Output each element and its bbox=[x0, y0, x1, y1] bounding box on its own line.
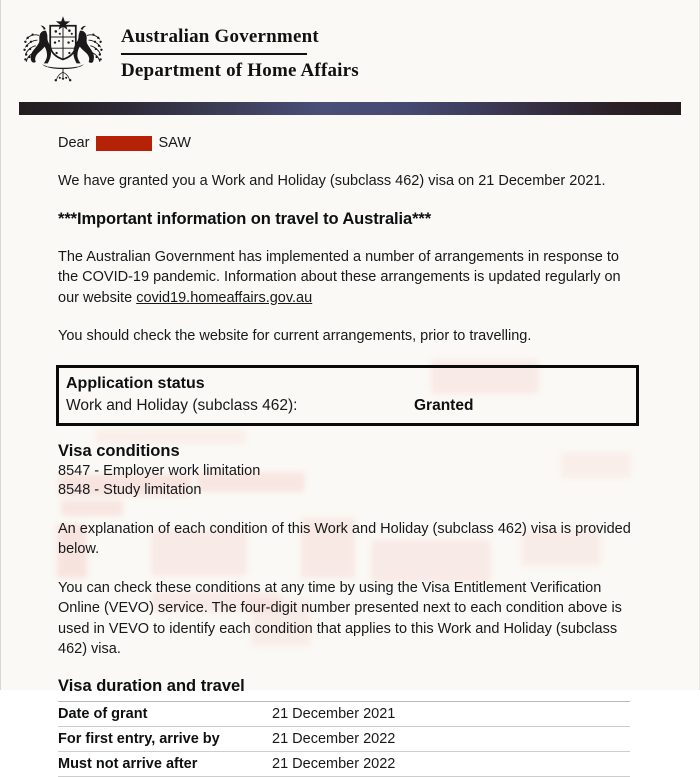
covid-paragraph-text: The Australian Government has implemented a number of arrangements in response to the COVID-19 pandemic. Information about these arrangements is updated regularly on our website bbox=[58, 248, 621, 306]
table-cell-value: 21 December 2022 bbox=[272, 752, 630, 777]
covid-website-link[interactable]: covid19.homeaffairs.gov.au bbox=[136, 289, 313, 306]
visa-conditions-heading: Visa conditions bbox=[58, 441, 180, 460]
table-row bbox=[58, 702, 630, 727]
application-status-visa-label: Work and Holiday (subclass 462): bbox=[66, 396, 298, 414]
salutation-surname: SAW bbox=[158, 135, 191, 151]
status-badge: Granted bbox=[414, 396, 474, 414]
document-masthead bbox=[1, 0, 699, 96]
check-website-sentence: You should check the website for current arrangements, prior to travelling. bbox=[58, 328, 532, 345]
table-row bbox=[58, 727, 630, 752]
lower-sections bbox=[1, 442, 699, 777]
australian-coat-of-arms-icon bbox=[15, 13, 111, 93]
government-wordmark bbox=[121, 24, 359, 82]
visa-duration-heading: Visa duration and travel bbox=[58, 677, 245, 695]
wordmark-line-government: Australian Government bbox=[121, 26, 319, 48]
salutation bbox=[1, 135, 699, 151]
application-status-box bbox=[56, 365, 639, 426]
application-status-title: Application status bbox=[66, 374, 205, 392]
vevo-paragraph: You can check these conditions at any time by using the Visa Entitlement Verification Online (VEVO) service. The four-digit number presented next to each condition above is used in VEVO to identify each condition that applies to this Work and Holiday (subclass 462) visa. bbox=[58, 579, 622, 658]
visa-duration-table bbox=[58, 701, 630, 777]
table-cell-value: 21 December 2022 bbox=[272, 727, 630, 752]
table-row bbox=[58, 752, 630, 777]
conditions-explanation: An explanation of each condition of this Work and Holiday (subclass 462) visa is provided below. bbox=[58, 520, 631, 558]
table-cell-value: 21 December 2021 bbox=[272, 702, 630, 727]
table-cell-label: For first entry, arrive by bbox=[58, 727, 272, 752]
travel-info-heading: ***Important information on travel to Australia*** bbox=[58, 209, 432, 228]
salutation-prefix: Dear bbox=[58, 135, 90, 151]
table-cell-label: Date of grant bbox=[58, 702, 272, 727]
visa-condition-item: 8547 - Employer work limitation bbox=[58, 462, 261, 479]
covid-paragraph bbox=[1, 247, 699, 309]
wordmark-divider bbox=[121, 53, 307, 55]
table-cell-label: Must not arrive after bbox=[58, 752, 272, 777]
wordmark-line-department: Department of Home Affairs bbox=[121, 59, 359, 81]
redacted-name-block bbox=[96, 136, 152, 151]
grant-sentence: We have granted you a Work and Holiday (subclass 462) visa on 21 December 2021. bbox=[58, 173, 606, 189]
gradient-divider-bar bbox=[19, 102, 681, 115]
visa-condition-item: 8548 - Study limitation bbox=[58, 482, 202, 499]
document-body bbox=[1, 115, 699, 347]
application-status-row bbox=[66, 397, 636, 415]
